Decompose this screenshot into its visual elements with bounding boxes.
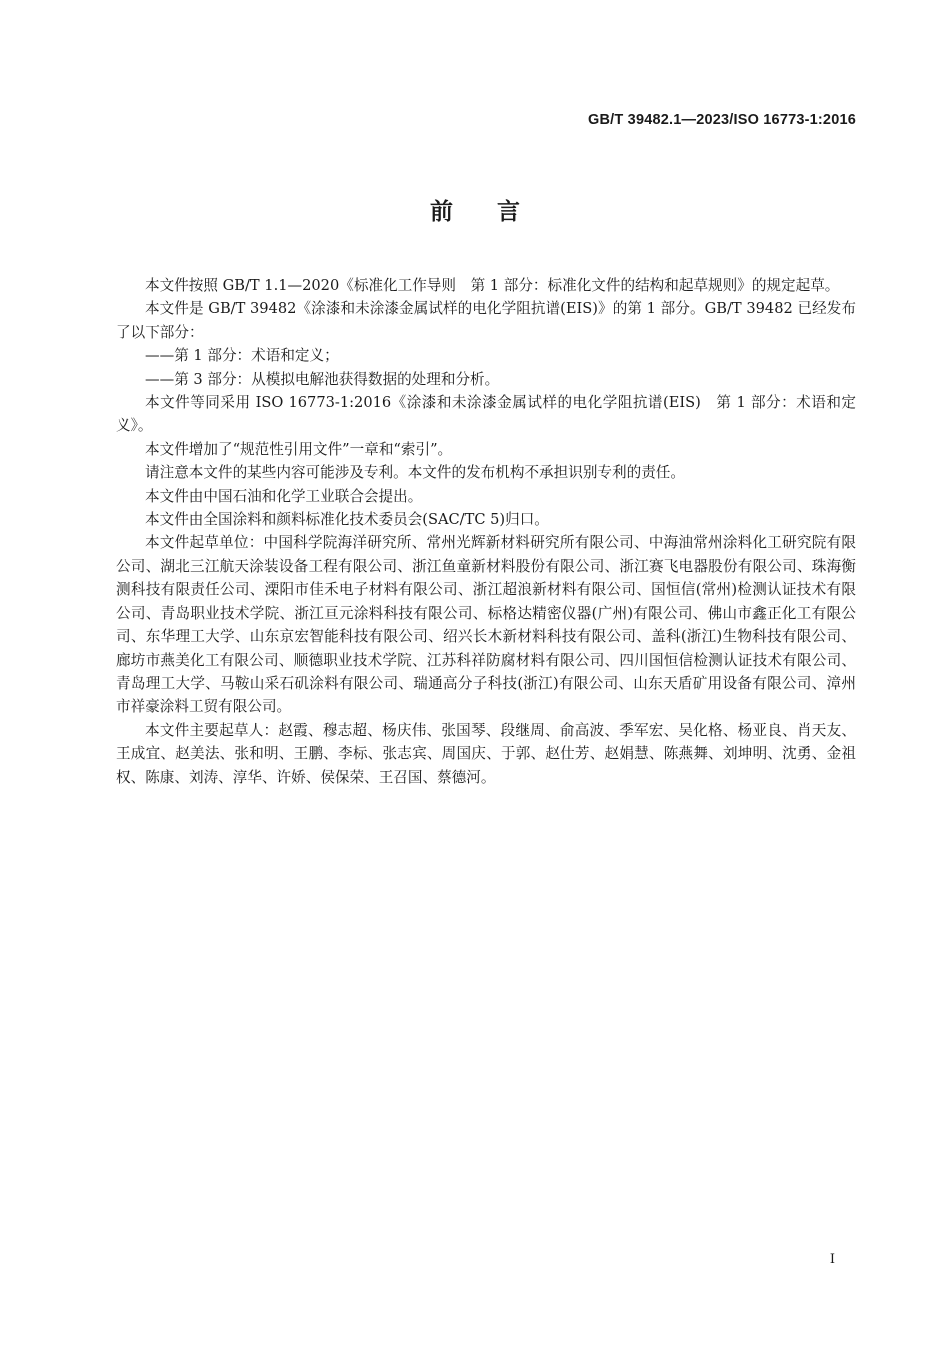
foreword-body	[116, 274, 856, 789]
list-item-part-3: ——第 3 部分：从模拟电解池获得数据的处理和分析。	[145, 370, 500, 388]
paragraph-part-of-series: 本文件是 GB/T 39482《涂漆和未涂漆金属试样的电化学阻抗谱(EIS)》的第 1 部分。GB/T 39482 已经发布了以下部分：	[116, 300, 856, 341]
document-code: GB/T 39482.1—2023/ISO 16773-1:2016	[588, 112, 856, 128]
page-number: I	[829, 1252, 835, 1267]
paragraph-drafters: 本文件主要起草人：赵霞、穆志超、杨庆伟、张国琴、段继周、俞高波、季军宏、吴化格、杨亚良、肖天友、王成宜、赵美法、张和明、王鹏、李标、张志宾、周国庆、于郭、赵仕芳、赵娟慧、陈燕舞、刘坤明、沈勇、金祖权、陈康、刘涛、淳华、许娇、侯保荣、王召国、蔡德河。	[116, 721, 856, 786]
paragraph-patent-notice: 请注意本文件的某些内容可能涉及专利。本文件的发布机构不承担识别专利的责任。	[145, 464, 685, 482]
paragraph-drafting-units: 本文件起草单位：中国科学院海洋研究所、常州光辉新材料研究所有限公司、中海油常州涂料化工研究院有限公司、湖北三江航天涂装设备工程有限公司、浙江鱼童新材料股份有限公司、浙江赛飞电器股份有限公司、珠海衡测科技有限责任公司、溧阳市佳禾电子材料有限公司、浙江超浪新材料有限公司、国恒信(常州)检测认证技术有限公司、青岛职业技术学院、浙江亘元涂料科技有限公司、标格达精密仪器(广州)有限公司、佛山市鑫正化工有限公司、东华理工大学、山东京宏智能科技有限公司、绍兴长木新材料科技有限公司、盖科(浙江)生物科技有限公司、廊坊市燕美化工有限公司、顺德职业技术学院、江苏科祥防腐材料有限公司、四川国恒信检测认证技术有限公司、青岛理工大学、马鞍山采石矶涂料有限公司、瑞通高分子科技(浙江)有限公司、山东天盾矿用设备有限公司、漳州市祥豪涂料工贸有限公司。	[116, 534, 856, 716]
paragraph-committee: 本文件由全国涂料和颜料标准化技术委员会(SAC/TC 5)归口。	[145, 511, 549, 529]
paragraph-iso-adoption: 本文件等同采用 ISO 16773-1:2016《涂漆和未涂漆金属试样的电化学阻抗谱(EIS) 第 1 部分：术语和定义》。	[116, 394, 856, 435]
paragraph-drafting-rules: 本文件按照 GB/T 1.1—2020《标准化工作导则 第 1 部分：标准化文件的结构和起草规则》的规定起草。	[145, 277, 840, 294]
list-item-part-1: ——第 1 部分：术语和定义；	[145, 347, 339, 365]
paragraph-additions: 本文件增加了“规范性引用文件”一章和“索引”。	[145, 440, 453, 458]
page-title: 前言	[430, 199, 564, 225]
paragraph-proposer: 本文件由中国石油和化学工业联合会提出。	[145, 487, 423, 505]
